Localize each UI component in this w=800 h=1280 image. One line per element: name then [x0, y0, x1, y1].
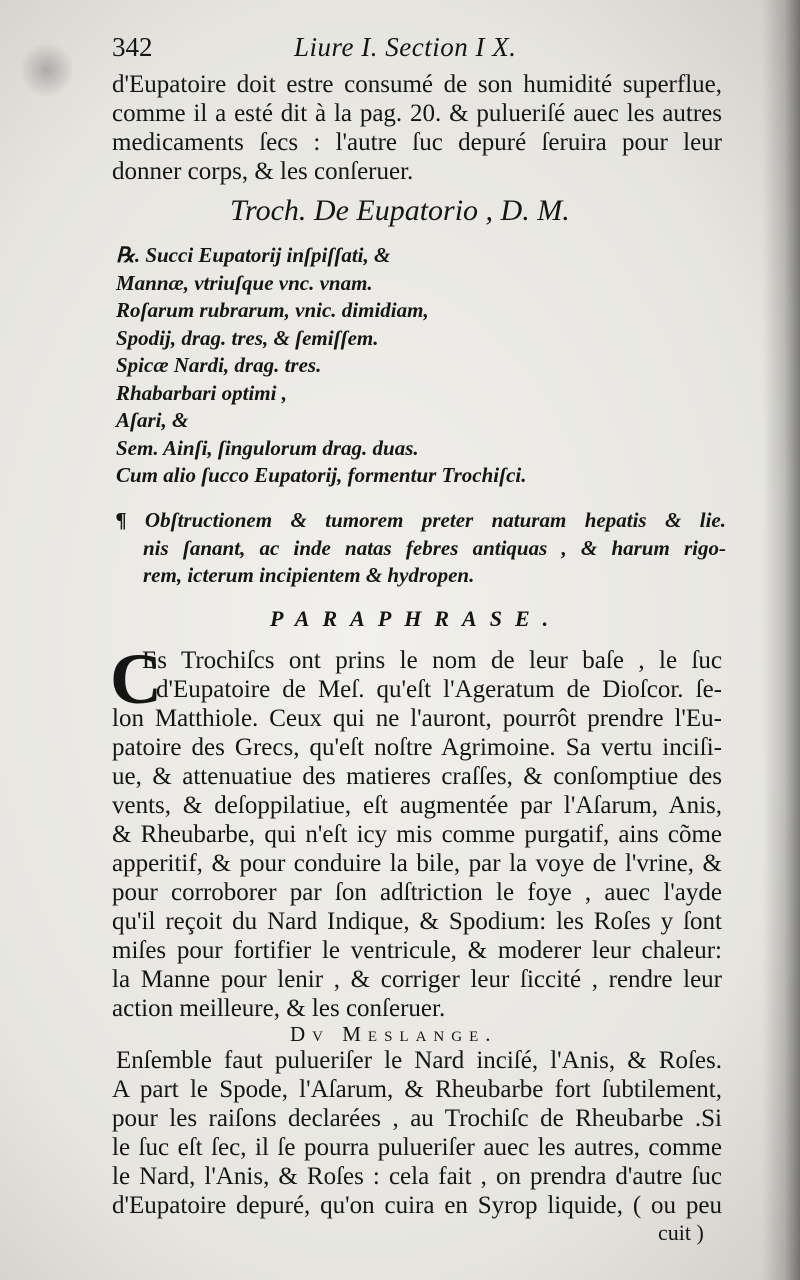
text-line: pour les raiſons declarées , au Trochiſc de Rheubarbe .Si: [112, 1105, 722, 1132]
text-line: le ſuc eſt ſec, il ſe pourra pulueriſer auec les autres, comme: [112, 1134, 722, 1161]
text-line: d'Eupatoire doit estre consumé de son humidité superflue,: [112, 71, 722, 98]
recipe-line: Cum alio ſucco Eupatorij, formentur Trochiſci.: [116, 463, 527, 487]
recipe-line: Spicæ Nardi, drag. tres.: [116, 353, 322, 377]
recipe-line: Aſari, &: [116, 408, 189, 432]
text-line: apperitif, & pour conduire la bile, par la voye de l'vrine, &: [112, 850, 722, 877]
note-line: ¶ Obſtructionem & tumorem preter naturam hepatis & lie.: [116, 508, 726, 532]
text-line: le Nard, l'Anis, & Roſes : cela fait , on prendra d'autre ſuc: [112, 1163, 722, 1190]
text-line: A part le Spode, l'Aſarum, & Rheubarbe fort ſubtilement,: [112, 1076, 722, 1103]
paraphrase-paragraph: [110, 639, 722, 1023]
text-line: action meilleure, & les conſeruer.: [112, 995, 446, 1022]
text-line: patoire des Grecs, qu'eſt noſtre Agrimoine. Sa vertu inciſi-: [112, 734, 722, 761]
recipe-list: [116, 242, 527, 490]
text-line: vents, & deſoppilatiue, eſt augmentée par l'Aſarum, Anis,: [112, 792, 722, 819]
text-line: d'Eupatoire de Meſ. qu'eſt l'Ageratum de Dioſcor. ſe-: [156, 676, 722, 703]
catchword: cuit ): [658, 1220, 704, 1245]
text-line: donner corps, & les conſeruer.: [112, 158, 414, 185]
text-line: miſes pour fortifier le ventricule, & moderer leur chaleur:: [112, 937, 722, 964]
recipe-line: Roſarum rubrarum, vnic. dimidiam,: [116, 298, 429, 322]
text-line: Es Trochiſcs ont prins le nom de leur baſe , le ſuc: [142, 647, 722, 674]
text-line: lon Matthiole. Ceux qui ne l'auront, pourrôt prendre l'Eu-: [112, 705, 722, 732]
recipe-line: Mannæ, vtriuſque vnc. vnam.: [116, 270, 373, 295]
text-line: qu'il reçoit du Nard Indique, & Spodium: les Roſes y ſont: [112, 908, 722, 935]
intro-paragraph: [112, 70, 722, 186]
text-line: & Rheubarbe, qui n'eſt icy mis comme purgatif, ains cõme: [112, 821, 722, 848]
ink-smudge: [22, 40, 72, 100]
page-number: 342: [112, 32, 153, 62]
section-title: PARAPHRASE.: [270, 606, 562, 631]
note-line: nis ſanant, ac inde natas febres antiquas , & harum rigo-: [143, 535, 726, 560]
meslange-paragraph: [112, 1046, 722, 1220]
subheading: Dv Meslange.: [290, 1022, 498, 1046]
recipe-title: Troch. De Eupatorio , D. M.: [230, 194, 570, 227]
recipe-line: Rhabarbari optimi ,: [116, 380, 287, 405]
recipe-line: Spodij, drag. tres, & ſemiſſem.: [116, 325, 379, 350]
page-edge-shadow: [762, 0, 800, 1280]
note-line: rem, icterum incipientem & hydropen.: [143, 563, 475, 587]
text-line: pour corroborer par ſon adſtriction le foye , auec l'ayde: [112, 879, 722, 906]
text-line: comme il a esté dit à la pag. 20. & pulueriſé auec les autres: [112, 100, 722, 127]
text-line: la Manne pour lenir , & corriger leur ſiccité , rendre leur: [112, 966, 722, 993]
recipe-line: ℞. Succi Eupatorij inſpiſſati, &: [116, 243, 391, 267]
text-line: ue, & attenuatiue des matieres craſſes, & conſomptiue des: [112, 763, 722, 790]
virtue-note: [116, 507, 726, 590]
text-line: d'Eupatoire depuré, qu'on cuira en Syrop liquide, ( ou peu: [112, 1192, 722, 1219]
running-title: Liure I. Section I X.: [294, 32, 517, 62]
drop-cap: C: [110, 639, 162, 719]
text-line: Enſemble faut pulueriſer le Nard inciſé, l'Anis, & Roſes.: [116, 1047, 722, 1074]
recipe-line: Sem. Ainſi, ſingulorum drag. duas.: [116, 435, 419, 460]
text-line: medicaments ſecs : l'autre ſuc depuré ſeruira pour leur: [112, 129, 722, 156]
